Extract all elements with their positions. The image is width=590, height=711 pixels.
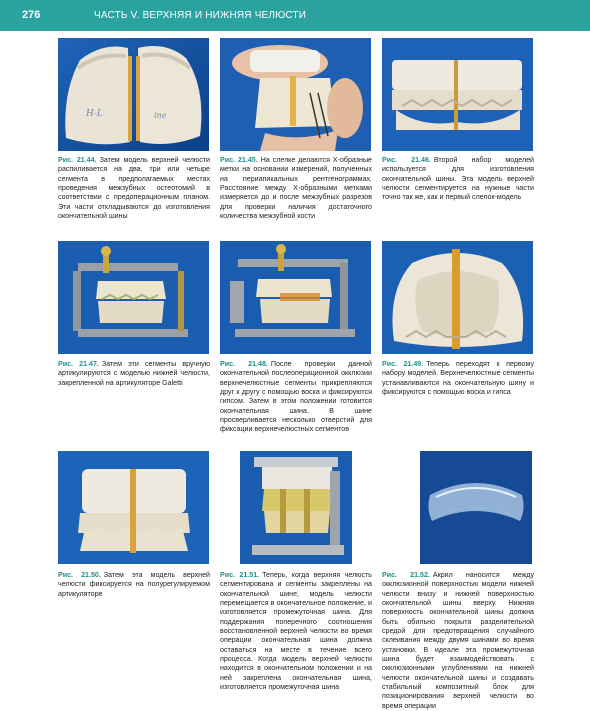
- figure-21-44-label: Рис. 21.44.: [58, 156, 97, 164]
- figure-21-50-caption: [58, 571, 210, 599]
- figure-21-52-photo: [420, 451, 532, 564]
- figure-21-52-label: Рис. 21.52.: [382, 571, 430, 579]
- figure-21-48-photo: [220, 241, 371, 354]
- figure-21-50-text: Затем эта модель верхней челюсти фиксируется на полурегулируемом артикуляторе: [58, 571, 211, 598]
- figure-21-47-label: Рис. 21.47.: [58, 360, 99, 368]
- figure-21-49-text: Теперь переходят к первому набору моделей. Верхнечелюстные сегменты устанавливаются на окончательную шину и фиксируются с помощью воска и гипса: [382, 360, 535, 397]
- figure-21-44-text: Затем модель верхней челюсти распиливается на два, три или четыре сегмента в предполагаемых местах проведения межзубных остеотомий в соответствии с предоперационным планом. Эти части откладываются до изготовления окончательной шины: [58, 156, 211, 221]
- figure-21-46-text: Второй набор моделей используется для изготовления окончательной шины. Эта модель верхней челюсти сегментируется на нужные части точно так же, как и первый слепок-модель: [382, 156, 534, 202]
- figure-21-52-text: Акрил наносится между окклюзионной поверхностью модели нижней челюсти внизу и нижней поверхностью окончательной шины вверху. Нижняя поверхность окончательной шины должна быть обильно покрыта разделительной средой для предотвращения случайного склеивания между двумя шинами во время установки. В идеале эта промежуточная шина будет взаимодействовать с окклюзионными углублениями на нижней челюсти окончательной шины и создавать стабильный композитный блок для позиционирования верхней челюсти во время операции: [382, 571, 534, 710]
- figure-21-50-photo: [58, 451, 209, 564]
- figure-21-44-photo: [58, 38, 209, 151]
- figure-21-44-caption: [58, 156, 210, 221]
- figure-21-45-text: На слепке делаются Х-образные метки на основании измерений, полученных на периапикальных рентгенограммах. Расстояние между Х-образными метками измеряется до и после межзубных разрезов для проверки наличия достаточного количества межзубной кости: [220, 156, 372, 221]
- figure-21-45-caption: [220, 156, 372, 221]
- page-number: 276: [22, 9, 41, 21]
- figure-21-46-photo: [382, 38, 533, 151]
- figure-21-50-label: Рис. 21.50.: [58, 571, 101, 579]
- figure-21-47-caption: [58, 360, 210, 388]
- figure-21-49-label: Рис. 21.49.: [382, 360, 424, 368]
- figure-21-45-photo: [220, 38, 371, 151]
- figure-21-46-caption: [382, 156, 534, 203]
- figure-21-47-photo: [58, 241, 209, 354]
- figure-21-51-caption: [220, 571, 372, 692]
- figure-21-49-caption: [382, 360, 534, 397]
- figure-21-51-text: Теперь, когда верхняя челюсть сегментирована и сегменты закреплены на окончательной шине, модель челюсти перемещается в окончательное положение, и изготовляется промежуточная шина. Для поддержания поперечного соотношения восстановленной верхней челюсти во время операции окончательная шина должна оставаться на месте в течение всего процесса. Когда модель верхней челюсти находится в окончательном положении и на ней закреплена окончательная шина, изготовляется промежуточная шина: [220, 571, 372, 692]
- figure-21-49-photo: [382, 241, 533, 354]
- figure-21-48-label: Рис. 21.48.: [220, 360, 268, 368]
- figure-21-46-label: Рис. 21.46.: [382, 156, 431, 164]
- running-header: [0, 0, 590, 31]
- figure-21-48-caption: [220, 360, 372, 435]
- figure-21-52-caption: [382, 571, 534, 711]
- figure-21-47-text: Затем эти сегменты вручную артикулируются с моделью нижней челюсти, закрепленной на артикуляторе Galetti: [58, 360, 210, 387]
- svg-text:ine: ine: [154, 111, 167, 120]
- part-title: ЧАСТЬ V. ВЕРХНЯЯ И НИЖНЯЯ ЧЕЛЮСТИ: [94, 10, 307, 21]
- svg-text:H-L: H-L: [86, 109, 103, 119]
- figure-21-45-label: Рис. 21.45.: [220, 156, 258, 164]
- figure-21-51-photo: [240, 451, 391, 564]
- figure-21-48-text: После проверки данной окончательной послеоперационной окклюзии верхнечелюстные сегменты прикрепляются друг к другу с помощью воска и фиксируются гипсом. Затем в этом положении готовится окончательная шина. В шине просверливается несколько отверстий для фиксации верхнечелюстных сегментов: [220, 360, 372, 434]
- figure-21-51-label: Рис. 21.51.: [220, 571, 260, 579]
